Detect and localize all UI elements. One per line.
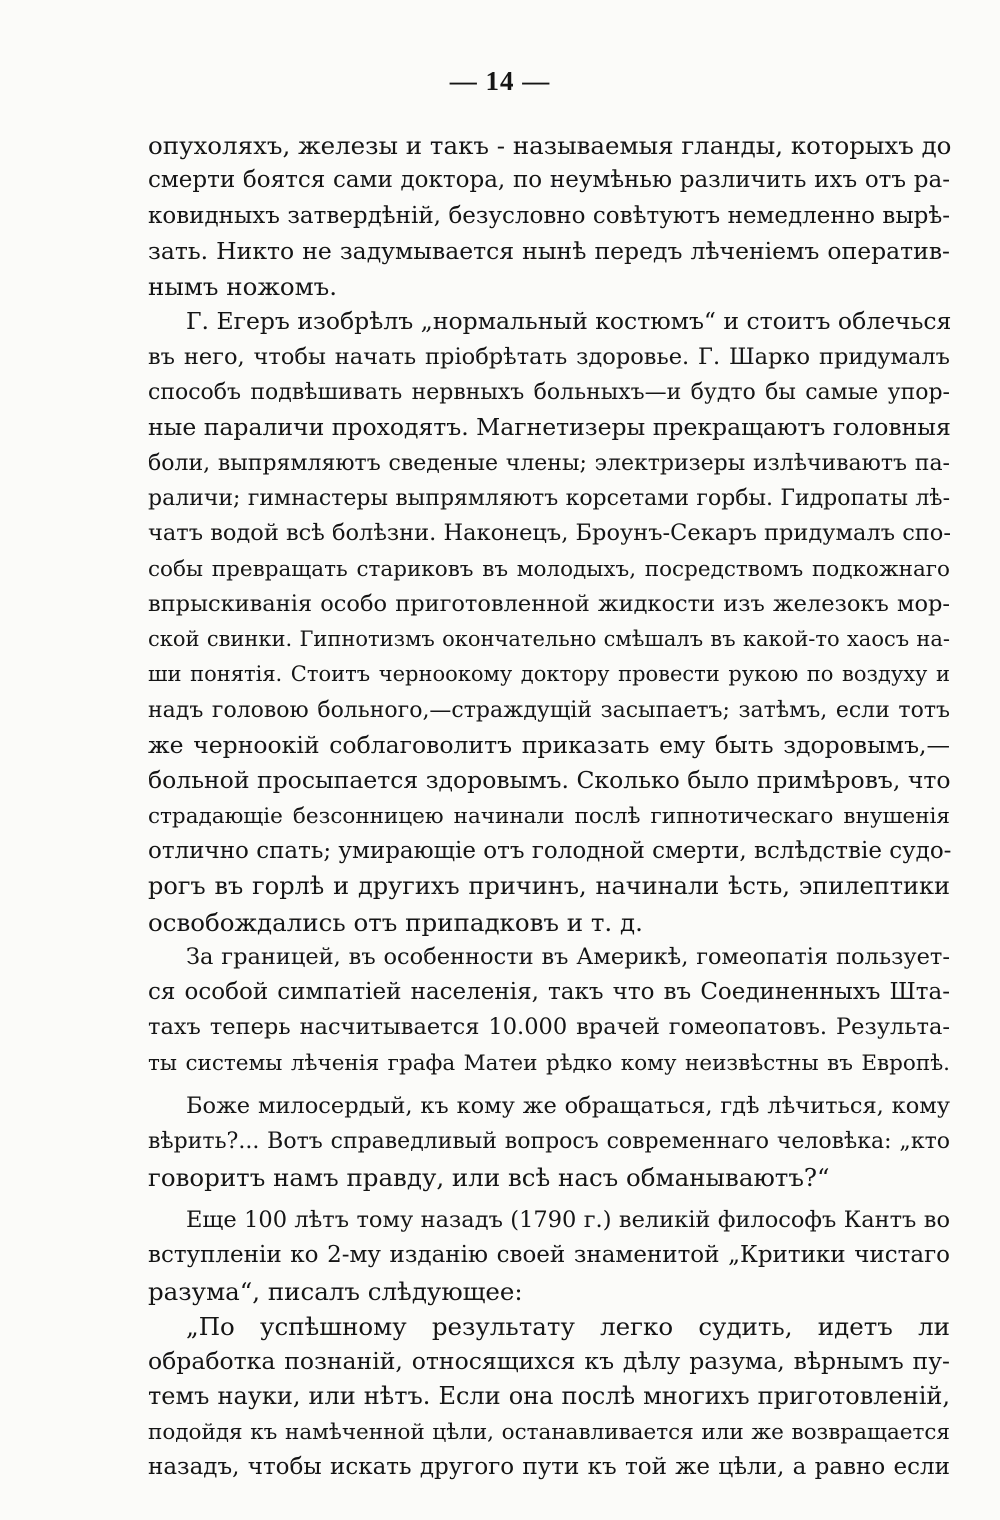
text-line: ные параличи проходятъ. Магнетизеры прекращаютъ головныя	[148, 413, 951, 442]
text-line: чатъ водой всѣ болѣзни. Наконецъ, Броунъ-Секаръ придумалъ спо-	[148, 520, 951, 547]
text-line: Боже милосердый, къ кому же обращаться, гдѣ лѣчиться, кому	[186, 1093, 950, 1120]
text-line: вступленіи ко 2-му изданію своей знаменитой „Критики чистаго	[148, 1242, 950, 1269]
body-text	[148, 128, 950, 1485]
page-number: — 14 —	[449, 66, 551, 96]
text-line: собы превращать стариковъ въ молодыхъ, посредствомъ подкожнаго	[148, 556, 950, 582]
text-line: ты системы лѣченія графа Матеи рѣдко кому неизвѣстны въ Европѣ.	[148, 1050, 950, 1076]
text-line: „По успѣшному результату легко судить, идетъ ли	[186, 1311, 950, 1341]
text-line: разума“, писалъ слѣдующее:	[148, 1276, 523, 1306]
text-line: страдающіе безсонницею начинали послѣ гипнотическаго внушенія	[148, 803, 950, 829]
text-line: назадъ, чтобы искать другого пути къ той же цѣли, а равно если	[148, 1453, 950, 1480]
text-line: ской свинки. Гипнотизмъ окончательно смѣшалъ въ какой-то хаосъ на-	[148, 627, 950, 652]
text-line: подойдя къ намѣченной цѣли, останавливается или же возвращается	[148, 1419, 950, 1445]
text-line: вѣрить?... Вотъ справедливый вопросъ современнаго человѣка: „кто	[148, 1129, 950, 1155]
text-line: нымъ ножомъ.	[148, 272, 338, 302]
text-line: зать. Никто не задумывается нынѣ передъ лѣченіемъ оператив-	[148, 236, 950, 265]
text-line: говоритъ намъ правду, или всѣ насъ обманываютъ?“	[148, 1162, 830, 1192]
text-line: смерти боятся сами доктора, по неумѣнью различить ихъ отъ ра-	[148, 167, 950, 194]
text-line: Г. Егеръ изобрѣлъ „нормальный костюмъ“ и стоитъ облечься	[186, 307, 952, 336]
text-line: способъ подвѣшивать нервныхъ больныхъ—и будто бы самые упор-	[148, 380, 950, 406]
text-line: ковидныхъ затвердѣній, безусловно совѣтуютъ немедленно вырѣ-	[148, 202, 950, 229]
text-line: боли, выпрямляютъ сведеные члены; электризеры излѣчиваютъ па-	[148, 450, 950, 476]
text-line: Еще 100 лѣтъ тому назадъ (1790 г.) великій философъ Кантъ во	[186, 1206, 950, 1233]
text-line: обработка познаній, относящихся къ дѣлу разума, вѣрнымъ пу-	[148, 1347, 950, 1376]
text-line: отлично спать; умирающіе отъ голодной смерти, вслѣдствіе судо-	[148, 837, 952, 864]
text-line: ся особой симпатіей населенія, такъ что въ Соединенныхъ Шта-	[148, 979, 950, 1006]
text-line: За границей, въ особенности въ Америкѣ, гомеопатія пользует-	[186, 943, 950, 970]
text-line: впрыскиванія особо приготовленной жидкости изъ железокъ мор-	[148, 590, 950, 617]
text-line: больной просыпается здоровымъ. Сколько было примѣровъ, что	[148, 766, 951, 795]
text-line: темъ науки, или нѣтъ. Если она послѣ многихъ приготовленій,	[148, 1382, 950, 1411]
text-line: опухоляхъ, железы и такъ - называемыя гланды, которыхъ до	[148, 131, 952, 160]
text-line: надъ головою больного,—страждущій засыпаетъ; затѣмъ, если тотъ	[148, 697, 950, 723]
text-line: раличи; гимнастеры выпрямляютъ корсетами горбы. Гидропаты лѣ-	[148, 485, 950, 511]
text-line: освобождались отъ припадковъ и т. д.	[148, 907, 643, 937]
text-line: рогъ въ горлѣ и другихъ причинъ, начинали ѣсть, эпилептики	[148, 872, 950, 901]
text-line: ши понятія. Стоитъ черноокому доктору провести рукою по воздуху и	[148, 662, 950, 687]
text-line: же черноокій соблаговолитъ приказать ему быть здоровымъ,—	[148, 731, 950, 760]
text-line: тахъ теперь насчитывается 10.000 врачей гомеопатовъ. Результа-	[148, 1014, 950, 1041]
text-line: въ него, чтобы начать пріобрѣтать здоровье. Г. Шарко придумалъ	[148, 343, 950, 370]
